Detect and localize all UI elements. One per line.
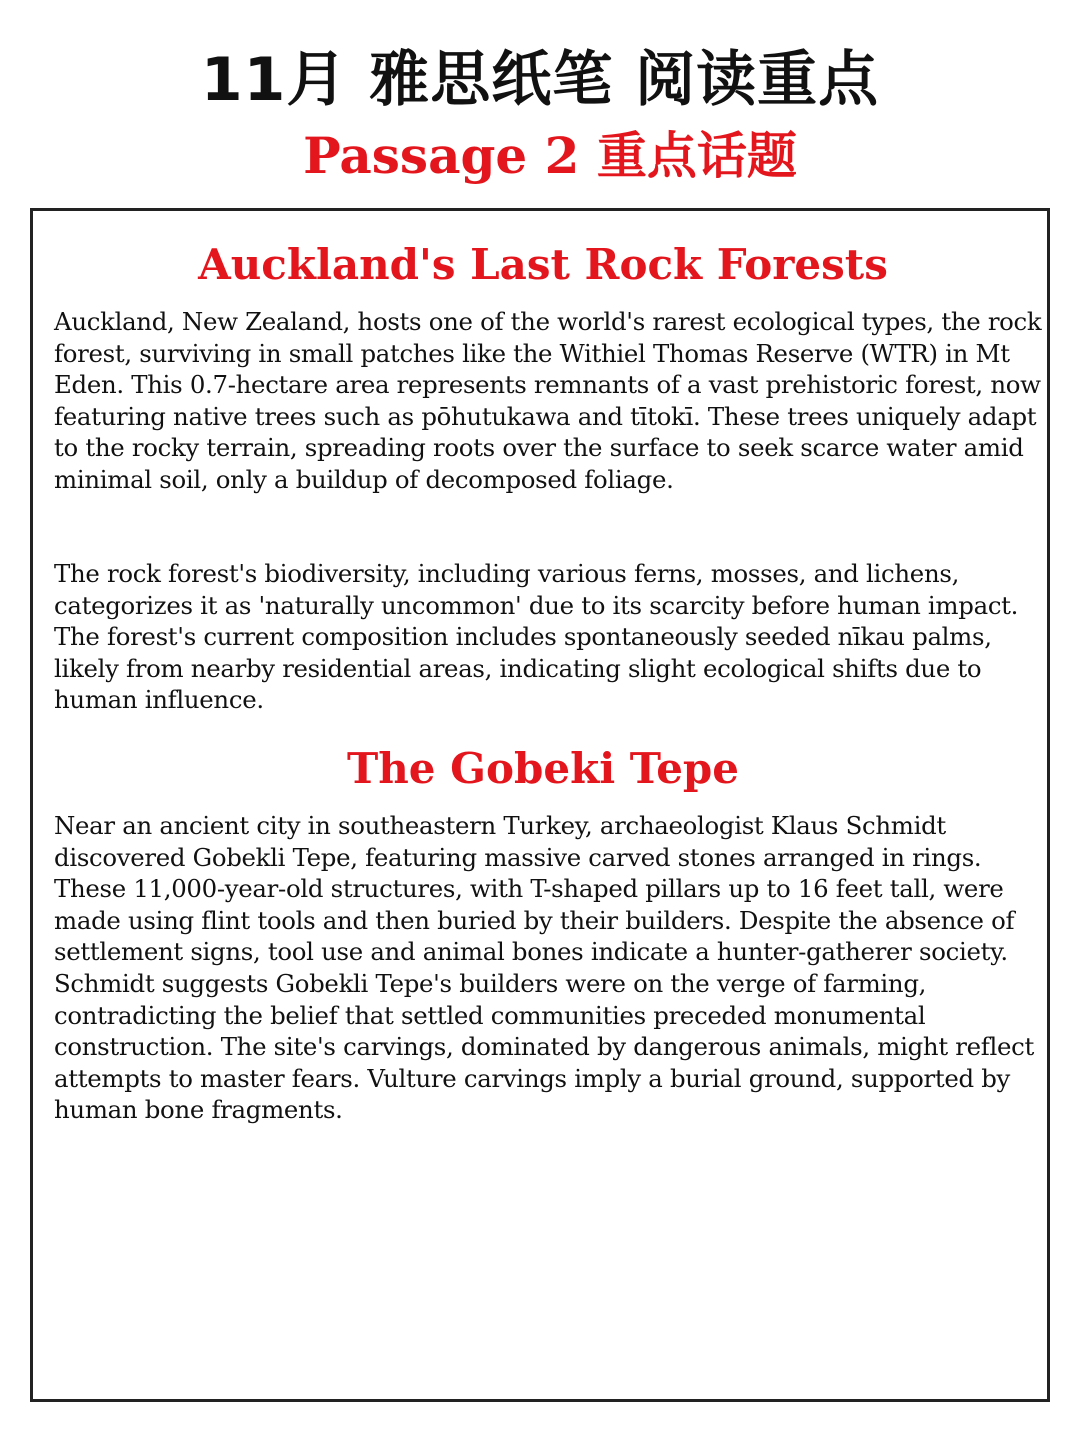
page-subtitle: Passage 2 重点话题 bbox=[303, 126, 797, 185]
paragraph-auckland-1: Auckland, New Zealand, hosts one of the world's rarest ecological types, the rock forest, surviving in small patches like the Withiel Thomas Reserve (WTR) in Mt Eden. This 0.7-hectare area represents remnants of a vast prehistoric forest, now featuring native trees such as pōhutukawa and tītokī. These trees uniquely adapt to the rocky terrain, spreading roots over the surface to seek scarce water amid minimal soil, only a buildup of decomposed foliage. bbox=[54, 307, 1042, 494]
page-title: 11月 雅思纸笔 阅读重点 bbox=[200, 45, 880, 115]
paragraph-gobeki-1: Near an ancient city in southeastern Turkey, archaeologist Klaus Schmidt discovered Gobekli Tepe, featuring massive carved stones arranged in rings. These 11,000-year-old structures, with T-shaped pillars up to 16 feet tall, were made using flint tools and then buried by their builders. Despite the absence of settlement signs, tool use and animal bones indicate a hunter-gatherer society. Schmidt suggests Gobekli Tepe's builders were on the verge of farming, contradicting the belief that settled communities preceded monumental construction. The site's carvings, dominated by dangerous animals, might reflect attempts to master fears. Vulture carvings imply a burial ground, supported by human bone fragments. bbox=[54, 811, 1035, 1125]
paragraph-auckland-2: The rock forest's biodiversity, including various ferns, mosses, and lichens, categorizes it as 'naturally uncommon' due to its scarcity before human impact. The forest's current composition includes spontaneously seeded nīkau palms, likely from nearby residential areas, indicating slight ecological shifts due to human influence. bbox=[54, 559, 1019, 715]
section-heading-auckland: Auckland's Last Rock Forests bbox=[198, 240, 888, 289]
article-box bbox=[30, 208, 1050, 1402]
section-heading-gobeki: The Gobeki Tepe bbox=[346, 744, 740, 793]
